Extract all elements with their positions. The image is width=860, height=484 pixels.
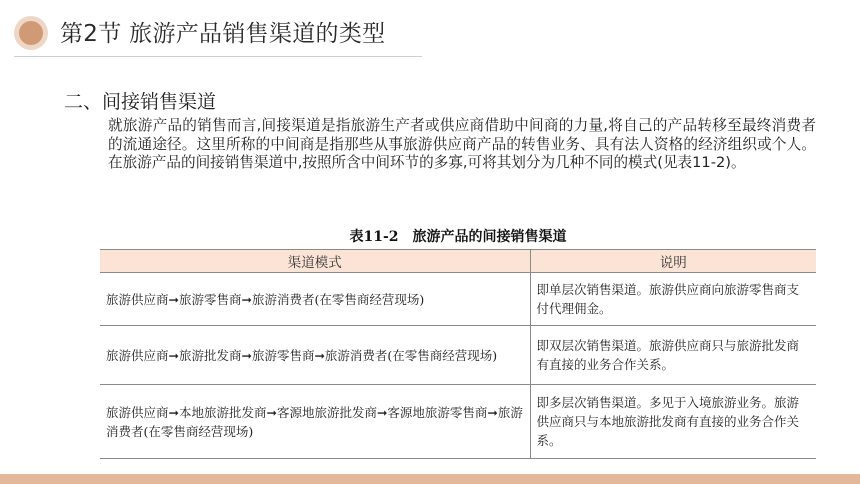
section-heading: 二、间接销售渠道: [64, 91, 217, 113]
table-row: [100, 326, 816, 385]
channel-description-cell: 即单层次销售渠道。旅游供应商向旅游零售商支付代理佣金。: [530, 273, 816, 326]
table-caption: 表11-2 旅游产品的间接销售渠道: [349, 229, 567, 245]
body-paragraph: 就旅游产品的销售而言,间接渠道是指旅游生产者或供应商借助中间商的力量,将自己的产品转移至最终消费者的流通途径。这里所称的中间商是指那些从事旅游供应商产品的转售业务、具有法人资格的经济组织或个人。在旅游产品的间接销售渠道中,按照所含中间环节的多寡,可将其划分为几种不同的模式(见表11-2)。: [108, 117, 816, 171]
channel-mode-cell: 旅游供应商➞旅游零售商➞旅游消费者(在零售商经营现场): [100, 273, 530, 326]
column-header-description: 说明: [530, 250, 816, 273]
channel-description-cell: 即多层次销售渠道。多见于入境旅游业务。旅游供应商只与本地旅游批发商有直接的业务合作关系。: [530, 385, 816, 459]
channel-description-cell: 即双层次销售渠道。旅游供应商只与旅游批发商有直接的业务合作关系。: [530, 326, 816, 385]
table-row: [100, 385, 816, 459]
header-badge-inner: [19, 21, 43, 45]
channel-mode-cell: 旅游供应商➞旅游批发商➞旅游零售商➞旅游消费者(在零售商经营现场): [100, 326, 530, 385]
table-row: [100, 273, 816, 326]
channel-table: [100, 249, 816, 459]
table-header-row: [100, 250, 816, 273]
column-header-mode: 渠道模式: [100, 250, 530, 273]
page-title: 第2节 旅游产品销售渠道的类型: [60, 21, 386, 47]
footer-band: [0, 474, 860, 484]
channel-mode-cell: 旅游供应商➞本地旅游批发商➞客源地旅游批发商➞客源地旅游零售商➞旅游消费者(在零售商经营现场): [100, 385, 530, 459]
title-divider: [14, 56, 422, 57]
